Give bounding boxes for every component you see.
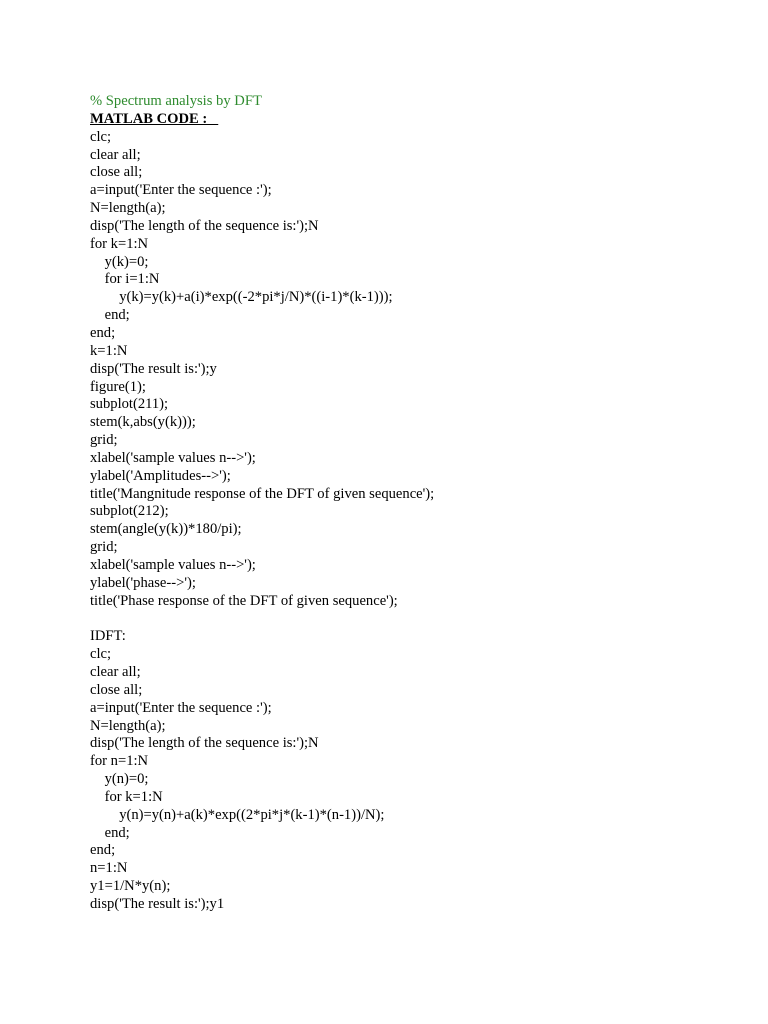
dft-code-line: for i=1:N — [90, 271, 160, 288]
idft-code-line: end; — [90, 824, 130, 841]
dft-code-line: clc; — [90, 128, 112, 145]
dft-code-line: ylabel('Amplitudes-->'); — [90, 467, 231, 484]
idft-code-line: clc; — [90, 646, 112, 663]
matlab-code-heading: MATLAB CODE : — [90, 110, 219, 127]
idft-code-block — [90, 646, 730, 914]
dft-code-line: grid; — [90, 432, 118, 449]
dft-code-line: y(k)=0; — [90, 253, 149, 270]
dft-code-line: N=length(a); — [90, 200, 166, 217]
idft-code-line: close all; — [90, 681, 143, 698]
idft-code-line: n=1:N — [90, 860, 128, 877]
dft-code-line: xlabel('sample values n-->'); — [90, 556, 256, 573]
idft-code-line: y1=1/N*y(n); — [90, 878, 171, 895]
idft-code-line: disp('The length of the sequence is:');N — [90, 735, 319, 752]
dft-code-line: disp('The result is:');y — [90, 360, 217, 377]
dft-code-line: clear all; — [90, 146, 141, 163]
dft-code-line: figure(1); — [90, 378, 146, 395]
dft-code-line: stem(k,abs(y(k))); — [90, 414, 196, 431]
idft-heading: IDFT: — [90, 628, 126, 645]
idft-code-line: end; — [90, 842, 116, 859]
dft-code-line: end; — [90, 324, 116, 341]
dft-code-line: y(k)=y(k)+a(i)*exp((-2*pi*j/N)*((i-1)*(k-1))); — [90, 289, 393, 306]
idft-code-line: N=length(a); — [90, 717, 166, 734]
dft-code-line: grid; — [90, 539, 118, 556]
dft-code-line: disp('The length of the sequence is:');N — [90, 217, 319, 234]
dft-code-line: k=1:N — [90, 342, 128, 359]
blank-line — [90, 610, 730, 628]
dft-code-line: subplot(211); — [90, 396, 169, 413]
dft-code-line: subplot(212); — [90, 503, 169, 520]
idft-code-line: a=input('Enter the sequence :'); — [90, 699, 272, 716]
idft-code-line: y(n)=0; — [90, 771, 149, 788]
idft-code-line: for k=1:N — [90, 788, 163, 805]
dft-code-line: xlabel('sample values n-->'); — [90, 449, 256, 466]
document-content — [90, 93, 730, 914]
dft-code-line: title('Mangnitude response of the DFT of given sequence'); — [90, 485, 435, 502]
idft-code-line: for n=1:N — [90, 753, 149, 770]
dft-code-line: close all; — [90, 164, 143, 181]
idft-code-line: disp('The result is:');y1 — [90, 895, 225, 912]
idft-code-line: clear all; — [90, 664, 141, 680]
dft-code-line: for k=1:N — [90, 235, 149, 252]
dft-code-line: a=input('Enter the sequence :'); — [90, 182, 272, 199]
dft-code-block — [90, 129, 730, 611]
code-comment: % Spectrum analysis by DFT — [90, 93, 262, 109]
dft-code-line: title('Phase response of the DFT of given sequence'); — [90, 592, 398, 609]
dft-code-line: stem(angle(y(k))*180/pi); — [90, 521, 242, 538]
dft-code-line: ylabel('phase-->'); — [90, 574, 196, 591]
dft-code-line: end; — [90, 307, 130, 324]
idft-code-line: y(n)=y(n)+a(k)*exp((2*pi*j*(k-1)*(n-1))/N); — [90, 806, 385, 823]
